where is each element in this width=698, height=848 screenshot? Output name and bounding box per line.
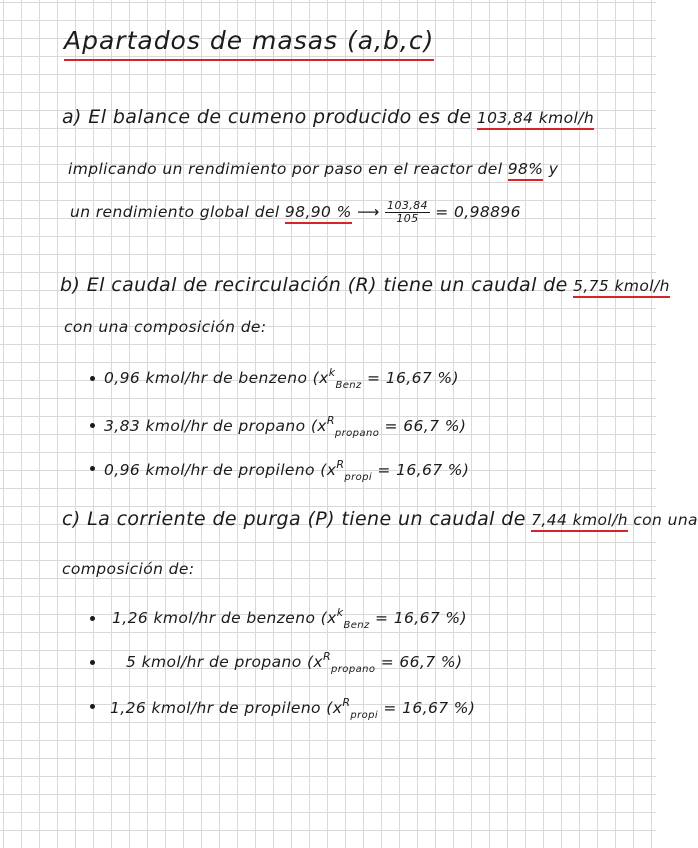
section-a-text-2: implicando un rendimiento por paso en el reactor del: [68, 160, 503, 178]
section-a-global-yield: 98,90 %: [285, 203, 352, 224]
bullet-icon: [90, 616, 95, 621]
section-b-line-2: con una composición de:: [64, 318, 267, 336]
section-b-text: b) El caudal de recirculación (R) tiene un caudal de: [60, 274, 568, 296]
bullet-icon: [90, 466, 95, 471]
section-a-result: = 0,98896: [435, 203, 521, 221]
fraction-denominator: 105: [396, 212, 419, 225]
section-c-line-1: [62, 508, 698, 530]
bullet-icon: [90, 704, 95, 709]
item-sup: R: [323, 650, 332, 663]
item-pct: = 16,67 %): [383, 699, 476, 717]
item-sup: R: [342, 696, 351, 709]
item-sub: propano: [331, 664, 376, 675]
section-c-item-2: 5 kmol/hr de propano ($x^R_{propano} = 66,7$ %): [126, 650, 463, 675]
fraction-numerator: 103,84: [387, 199, 428, 212]
item-pct: = 66,7 %): [380, 653, 463, 671]
item-text: 1,26 kmol/hr de propileno: [110, 699, 321, 717]
item-sup: R: [336, 458, 345, 471]
bullet-icon: [90, 376, 95, 381]
section-c-item-1: 1,26 kmol/hr de benzeno ($x^k_{Benz} = 16,67$ %): [112, 606, 468, 631]
section-c-text: c) La corriente de purga (P) tiene un caudal de: [62, 508, 526, 530]
section-b-item-1: 0,96 kmol/hr de benzeno ($x^k_{Benz} = 16,67$ %): [104, 366, 460, 391]
section-b-item-2: 3,83 kmol/hr de propano ($x^R_{propano} = 66,7$ %): [104, 414, 467, 439]
section-a-yield-value: 98%: [508, 160, 544, 181]
item-sup: R: [326, 414, 335, 427]
bullet-icon: [90, 423, 95, 428]
section-b-item-3: 0,96 kmol/hr de propileno ($x^R_{propi} = 16,67$ %): [104, 458, 470, 483]
item-sub: propi: [344, 472, 373, 483]
item-sub: propi: [350, 710, 379, 721]
fraction: [385, 200, 430, 225]
item-text: 1,26 kmol/hr de benzeno: [112, 609, 316, 627]
item-pct: = 66,7 %): [384, 417, 467, 435]
section-b-line-1: [60, 274, 670, 296]
item-text: 5 kmol/hr de propano: [126, 653, 302, 671]
section-c-line-2: composición de:: [62, 560, 195, 578]
item-sub: Benz: [335, 380, 362, 391]
item-text: 0,96 kmol/hr de benzeno: [104, 369, 308, 387]
section-a-text-3: y: [548, 160, 559, 178]
item-text: 0,96 kmol/hr de propileno: [104, 461, 315, 479]
section-a-line-1: [62, 106, 594, 128]
item-sup: k: [336, 606, 344, 619]
section-c-text-2: con una: [633, 511, 698, 529]
section-a-cumeno-value: 103,84 kmol/h: [477, 109, 594, 130]
bullet-icon: [90, 660, 95, 665]
section-c-item-3: 1,26 kmol/hr de propileno ($x^R_{propi} = 16,67$ %): [110, 696, 476, 721]
section-b-flow-value: 5,75 kmol/h: [573, 277, 670, 298]
section-a-text: a) El balance de cumeno producido es de: [62, 106, 472, 128]
section-a-line-2: [68, 160, 558, 178]
section-a-text-4: un rendimiento global del: [70, 203, 280, 221]
section-a-line-3: [70, 200, 521, 225]
item-sub: propano: [334, 428, 380, 439]
item-pct: = 16,67 %): [377, 461, 470, 479]
item-pct: = 16,67 %): [367, 369, 460, 387]
page-title: Apartados de masas (a,b,c): [64, 26, 434, 61]
arrow-icon: ⟶: [357, 203, 380, 221]
item-pct: = 16,67 %): [375, 609, 468, 627]
section-c-flow-value: 7,44 kmol/h: [531, 511, 628, 532]
item-sup: k: [328, 366, 336, 379]
item-text: 3,83 kmol/hr de propano: [104, 417, 306, 435]
item-sub: Benz: [343, 620, 370, 631]
